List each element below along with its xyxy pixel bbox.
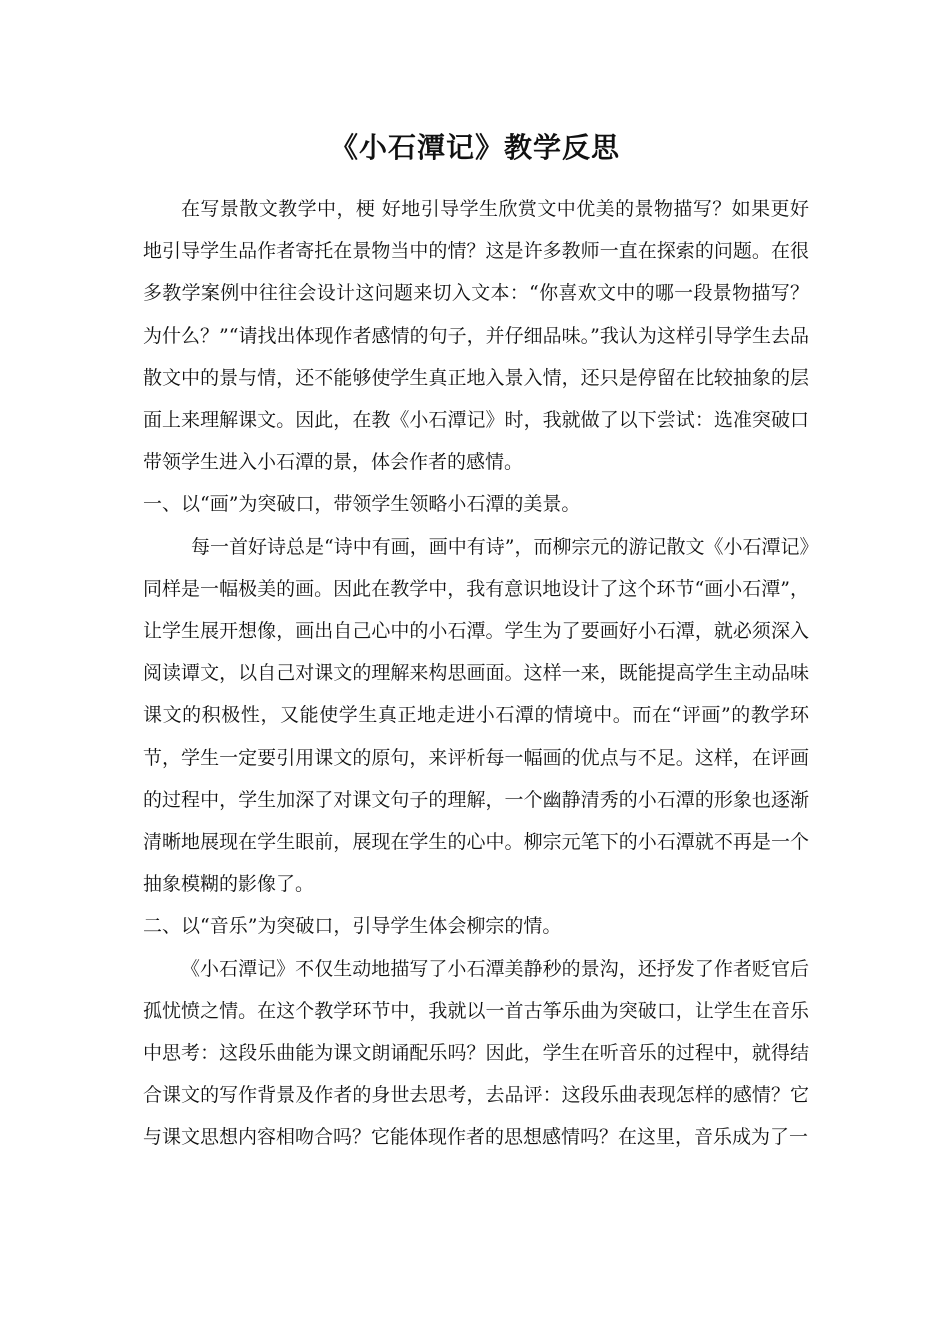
section-heading-1: 一、以“画”为突破口，带领学生领略小石潭的美景。: [143, 493, 581, 516]
document-body: [143, 188, 809, 1159]
paragraph-music: 《小石潭记》不仅生动地描写了小石潭美静秒的景沟，还抒发了作者贬官后孤忧愤之情。在这个教学环节中，我就以一首古筝乐曲为突破口，让学生在音乐中思考：这段乐曲能为课文朗诵配乐吗？因此，学生在听音乐的过程中，就得结合课文的写作背景及作者的身世去思考，去品评：这段乐曲表现怎样的感情？它与课文思想内容相吻合吗？它能体现作者的思想感情吗？在这里，音乐成为了一: [143, 957, 809, 1149]
page-title: 《小石潭记》教学反思: [329, 131, 620, 164]
paragraph-painting: 每一首好诗总是“诗中有画，画中有诗”，而柳宗元的游记散文《小石潭记》同样是一幅极美的画。因此在教学中，我有意识地设计了这个环节“画小石潭”，让学生展开想像，画出自己心中的小石潭。学生为了要画好小石潭，就必须深入阅读谭文，以自己对课文的理解来构思画面。这样一来，既能提高学生主动品味课文的积极性，又能使学生真正地走进小石潭的情境中。而在“评画”的教学环节，学生一定要引用课文的原句，来评析每一幅画的优点与不足。这样，在评画的过程中，学生加深了对课文句子的理解，一个幽静清秀的小石潭的形象也逐渐清晰地展现在学生眼前，展现在学生的心中。柳宗元笔下的小石潭就不再是一个抽象模糊的影像了。: [143, 535, 809, 896]
section-heading-2: 二、以“音乐”为突破口，引导学生体会柳宗的情。: [143, 915, 562, 938]
paragraph-intro: 在写景散文教学中，梗 好地引导学生欣赏文中优美的景物描写？如果更好地引导学生品作者寄托在景物当中的情？这是许多教师一直在探索的问题。在很多教学案例中往往会设计这问题来切入文本：“你喜欢文中的哪一段景物描写？为什么？”“请找出体现作者感情的句子，并仔细品味。”我认为这样引导学生去品散文中的景与情，还不能够使学生真正地入景入情，还只是停留在比较抽象的层面上来理解课文。因此，在教《小石潭记》时，我就做了以下尝试：选准突破口带领学生进入小石潭的景，体会作者的感情。: [143, 198, 809, 474]
